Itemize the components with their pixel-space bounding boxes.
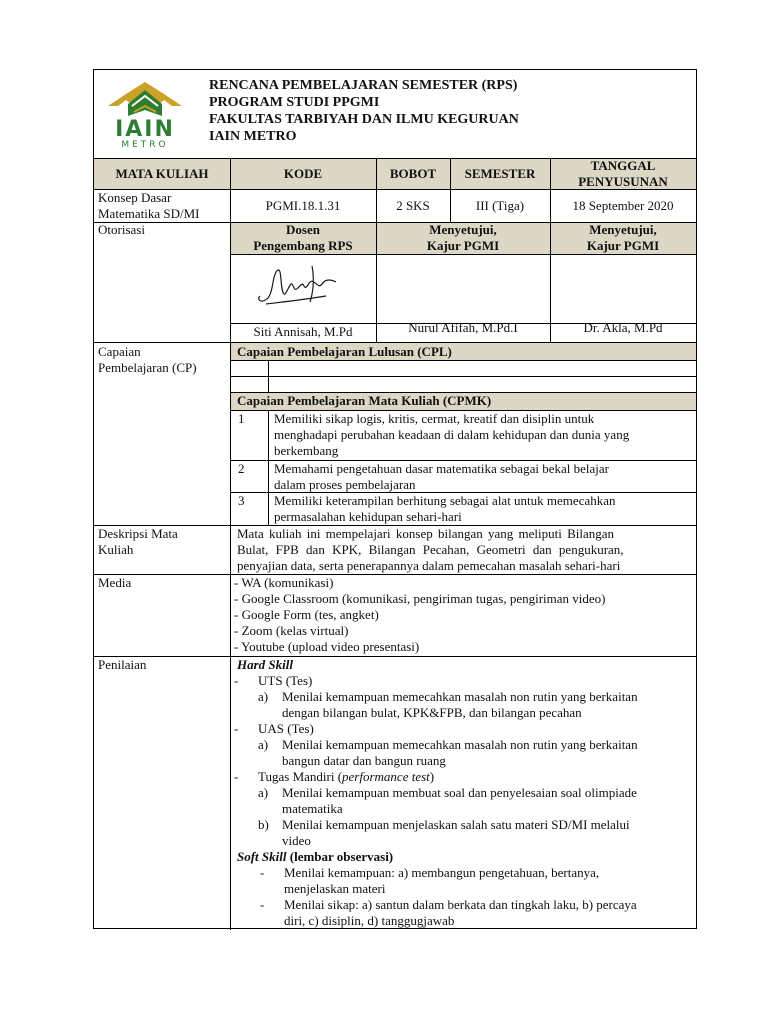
soft-1-dash: - bbox=[260, 865, 265, 880]
col-header-semester: SEMESTER bbox=[464, 166, 536, 181]
soft-2-text: diri, c) disiplin, d) tanggugjawab bbox=[284, 913, 455, 928]
cpmk-item-number: 2 bbox=[238, 461, 245, 476]
col-header-bobot: BOBOT bbox=[389, 166, 437, 181]
uas-a-marker: a) bbox=[258, 737, 269, 752]
header-line-fakultas: FAKULTAS TARBIYAH DAN ILMU KEGURUAN bbox=[209, 112, 519, 127]
course-code: PGMI.18.1.31 bbox=[265, 198, 341, 213]
hard-skill-heading: Hard Skill bbox=[237, 657, 293, 672]
uts-dash: - bbox=[234, 673, 239, 688]
tugas-a-text: matematika bbox=[282, 801, 343, 816]
cp-label-line2: Pembelajaran (CP) bbox=[98, 360, 197, 375]
iain-metro-logo bbox=[104, 74, 186, 152]
cpmk-item-text: permasalahan kehidupan sehari-hari bbox=[274, 509, 462, 524]
col-header-kode: KODE bbox=[283, 166, 323, 181]
otorisasi-approver1-subtitle: Kajur PGMI bbox=[426, 238, 500, 253]
course-date: 18 September 2020 bbox=[572, 198, 674, 213]
tugas-b-marker: b) bbox=[258, 817, 269, 832]
media-item: - Youtube (upload video presentasi) bbox=[234, 639, 420, 654]
otorisasi-dosen-subtitle: Pengembang RPS bbox=[253, 238, 353, 253]
deskripsi-label-line2: Kuliah bbox=[98, 542, 134, 557]
tugas-label-suffix: ) bbox=[429, 769, 435, 784]
cp-label-line1: Capaian bbox=[98, 344, 141, 359]
cpmk-item-text: Memiliki keterampilan berhitung sebagai alat untuk memecahkan bbox=[274, 493, 616, 508]
media-item: - Zoom (kelas virtual) bbox=[234, 623, 349, 638]
cpmk-item-text: Memahami pengetahuan dasar matematika sebagai bekal belajar bbox=[274, 461, 609, 476]
soft-skill-suffix: (lembar observasi) bbox=[286, 849, 394, 864]
uas-label: UAS (Tes) bbox=[258, 721, 314, 736]
soft-1-text: menjelaskan materi bbox=[284, 881, 386, 896]
cpl-title: Capaian Pembelajaran Lulusan (CPL) bbox=[237, 344, 452, 359]
uas-a-text: Menilai kemampuan memecahkan masalah non rutin yang berkaitan bbox=[282, 737, 638, 752]
course-name-line1: Konsep Dasar bbox=[98, 190, 172, 205]
rps-document bbox=[93, 69, 697, 929]
tugas-label-italic: performance test bbox=[342, 769, 430, 784]
soft-1-text: Menilai kemampuan: a) membangun pengetahuan, bertanya, bbox=[284, 865, 600, 880]
logo-subtext: METRO bbox=[121, 140, 169, 150]
tugas-label-prefix: Tugas Mandiri ( bbox=[258, 769, 343, 784]
header-line-rps: RENCANA PEMBELAJARAN SEMESTER (RPS) bbox=[209, 78, 518, 93]
otorisasi-approver2-title: Menyetujui, bbox=[589, 222, 657, 237]
media-item: - Google Classroom (komunikasi, pengiriman tugas, pengiriman video) bbox=[234, 591, 606, 606]
tugas-b-text: Menilai kemampuan menjelaskan salah satu materi SD/MI melalui bbox=[282, 817, 630, 832]
col-header-penyusunan: PENYUSUNAN bbox=[578, 174, 668, 189]
header-line-program: PROGRAM STUDI PPGMI bbox=[209, 95, 380, 110]
soft-skill-italic: Soft Skill bbox=[237, 849, 287, 864]
deskripsi-label-line1: Deskripsi Mata bbox=[98, 526, 178, 541]
uas-a-text: bangun datar dan bangun ruang bbox=[282, 753, 446, 768]
signatory-name-dosen: Siti Annisah, M.Pd bbox=[253, 324, 353, 339]
media-item: - Google Form (tes, angket) bbox=[234, 607, 379, 622]
course-semester: III (Tiga) bbox=[475, 198, 525, 213]
tugas-label bbox=[258, 769, 434, 785]
course-name-line2: Matematika SD/MI bbox=[98, 206, 200, 221]
tugas-dash: - bbox=[234, 769, 239, 784]
deskripsi-text-line1: Mata kuliah ini mempelajari konsep bilangan yang meliputi Bilangan bbox=[237, 526, 615, 541]
cpmk-item-text: Memiliki sikap logis, kritis, cermat, kreatif dan disiplin untuk bbox=[274, 411, 595, 426]
tugas-a-text: Menilai kemampuan membuat soal dan penyelesaian soal olimpiade bbox=[282, 785, 637, 800]
cpmk-title: Capaian Pembelajaran Mata Kuliah (CPMK) bbox=[237, 393, 492, 408]
logo-text: IAIN bbox=[115, 117, 175, 142]
otorisasi-approver1-title: Menyetujui, bbox=[429, 222, 497, 237]
uts-label: UTS (Tes) bbox=[258, 673, 313, 688]
cpmk-item-number: 3 bbox=[238, 493, 245, 508]
soft-2-text: Menilai sikap: a) santun dalam berkata dan tingkah laku, b) percaya bbox=[284, 897, 637, 912]
soft-2-dash: - bbox=[260, 897, 265, 912]
tugas-b-text: video bbox=[282, 833, 311, 848]
otorisasi-label: Otorisasi bbox=[98, 222, 145, 237]
col-header-mata-kuliah: MATA KULIAH bbox=[115, 166, 209, 181]
course-credits: 2 SKS bbox=[396, 198, 430, 213]
cpmk-item-text: dalam proses pembelajaran bbox=[274, 477, 416, 492]
signature-image bbox=[252, 260, 342, 310]
uas-dash: - bbox=[234, 721, 239, 736]
header-line-institution: IAIN METRO bbox=[209, 129, 297, 144]
soft-skill-heading bbox=[237, 849, 393, 865]
deskripsi-text-line3: penyajian data, serta penerapannya dalam pemecahan masalah sehari-hari bbox=[237, 558, 621, 573]
media-item: - WA (komunikasi) bbox=[234, 575, 334, 590]
otorisasi-dosen-title: Dosen bbox=[286, 222, 320, 237]
otorisasi-approver2-subtitle: Kajur PGMI bbox=[586, 238, 660, 253]
signatory-name-approver2: Dr. Akla, M.Pd bbox=[583, 320, 663, 335]
cpmk-item-text: menghadapi perubahan keadaan di dalam kehidupan dan dunia yang bbox=[274, 427, 630, 442]
media-label: Media bbox=[98, 575, 132, 590]
uts-a-marker: a) bbox=[258, 689, 269, 704]
signatory-name-approver1: Nurul Afifah, M.Pd.I bbox=[408, 320, 518, 335]
cpmk-item-text: berkembang bbox=[274, 443, 339, 458]
tugas-a-marker: a) bbox=[258, 785, 269, 800]
penilaian-label: Penilaian bbox=[98, 657, 147, 672]
uts-a-text: Menilai kemampuan memecahkan masalah non rutin yang berkaitan bbox=[282, 689, 638, 704]
deskripsi-text-line2: Bulat, FPB dan KPK, Bilangan Pecahan, Geometri dan pengukuran, bbox=[237, 542, 624, 557]
uts-a-text: dengan bilangan bulat, KPK&FPB, dan bilangan pecahan bbox=[282, 705, 582, 720]
col-header-tanggal: TANGGAL bbox=[590, 158, 656, 173]
cpmk-item-number: 1 bbox=[238, 411, 245, 426]
